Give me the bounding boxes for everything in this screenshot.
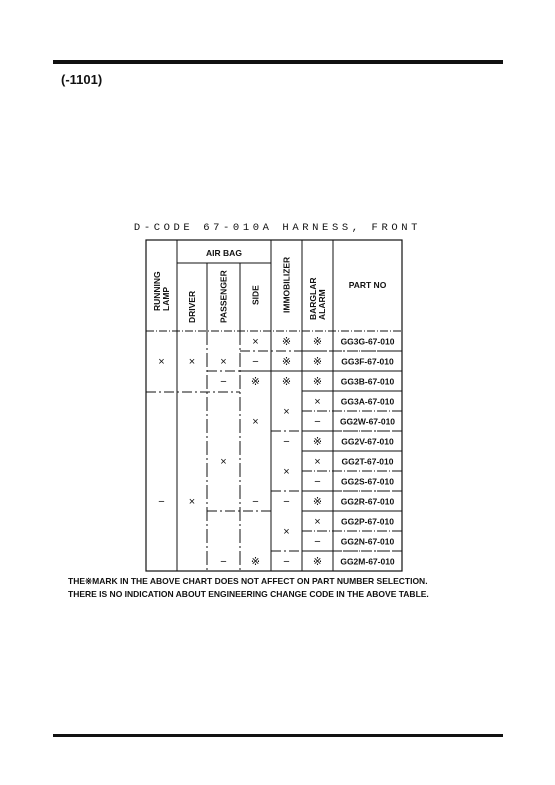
- part-number: GG3B-67-010: [340, 376, 395, 387]
- cell-mark: ※: [250, 376, 261, 388]
- cell-mark: ※: [250, 556, 261, 568]
- cell-mark: −: [283, 436, 290, 448]
- cell-mark: −: [283, 556, 290, 568]
- immobilizer-header-line: IMMOBILIZER: [281, 256, 292, 313]
- cell-mark: ×: [252, 336, 259, 348]
- cell-mark: −: [314, 416, 321, 428]
- note-mark: THE※MARK IN THE ABOVE CHART DOES NOT AFFECT ON PART NUMBER SELECTION.: [68, 576, 428, 586]
- part-number: GG2P-67-010: [341, 516, 394, 527]
- cell-mark: ×: [283, 526, 290, 538]
- cell-mark: ※: [312, 356, 323, 368]
- part-no-header: PART NO: [348, 280, 387, 290]
- immobilizer-header: [282, 257, 292, 313]
- cell-mark: ※: [312, 496, 323, 508]
- cell-mark: ※: [281, 336, 292, 348]
- cell-mark: ×: [314, 456, 321, 468]
- cell-mark: ×: [314, 396, 321, 408]
- cell-mark: −: [314, 476, 321, 488]
- cell-mark: ※: [312, 436, 323, 448]
- part-number: GG3A-67-010: [340, 396, 395, 407]
- part-number: GG2T-67-010: [341, 456, 394, 467]
- cell-mark: −: [158, 496, 165, 508]
- air-bag-header: AIR BAG: [206, 248, 242, 258]
- cell-mark: ×: [252, 416, 259, 428]
- part-number: GG2S-67-010: [341, 476, 394, 487]
- table-title: D-CODE 67-010A HARNESS, FRONT: [133, 222, 422, 234]
- side-header: [251, 285, 261, 305]
- cell-mark: −: [283, 496, 290, 508]
- cell-mark: ※: [312, 556, 323, 568]
- barglar-alarm-header-line: ALARM: [317, 289, 327, 320]
- cell-mark: −: [220, 556, 227, 568]
- part-number: GG2R-67-010: [340, 496, 395, 507]
- cell-mark: ×: [220, 456, 227, 468]
- part-number: GG2M-67-010: [340, 556, 395, 567]
- cell-mark: ×: [188, 356, 196, 368]
- cell-mark: −: [252, 496, 259, 508]
- bottom-rule: [53, 734, 503, 737]
- running-lamp-header: [152, 271, 171, 311]
- running-lamp-header-line: LAMP: [161, 286, 171, 311]
- cell-mark: ×: [283, 466, 290, 478]
- cell-mark: ※: [312, 376, 323, 388]
- part-number: GG3F-67-010: [341, 356, 394, 367]
- barglar-alarm-header-line: BARGLAR: [308, 277, 318, 320]
- running-lamp-header-line: RUNNING: [152, 271, 162, 311]
- cell-mark: ※: [281, 376, 292, 388]
- driver-header-line: DRIVER: [187, 290, 197, 323]
- barglar-alarm-header: [308, 278, 327, 321]
- section-code: (-1101): [61, 72, 103, 87]
- cell-mark: −: [220, 376, 227, 388]
- part-number: GG2W-67-010: [339, 416, 396, 427]
- cell-mark: ×: [283, 406, 290, 418]
- cell-mark: −: [252, 356, 259, 368]
- passenger-header-line: PASSENGER: [218, 270, 229, 323]
- cell-mark: ×: [188, 496, 196, 508]
- side-header-line: SIDE: [250, 285, 261, 305]
- cell-mark: ×: [220, 356, 227, 368]
- cell-mark: ×: [314, 516, 321, 528]
- passenger-header: [219, 270, 229, 323]
- note-change-code: THERE IS NO INDICATION ABOUT ENGINEERING CHANGE CODE IN THE ABOVE TABLE.: [68, 589, 429, 599]
- driver-header: [187, 291, 197, 323]
- part-number: GG2N-67-010: [340, 536, 395, 547]
- cell-mark: −: [314, 536, 321, 548]
- cell-mark: ×: [158, 356, 165, 368]
- cell-mark: ※: [312, 336, 323, 348]
- cell-mark: ※: [281, 356, 292, 368]
- part-number: GG3G-67-010: [340, 336, 395, 347]
- part-number: GG2V-67-010: [341, 436, 394, 447]
